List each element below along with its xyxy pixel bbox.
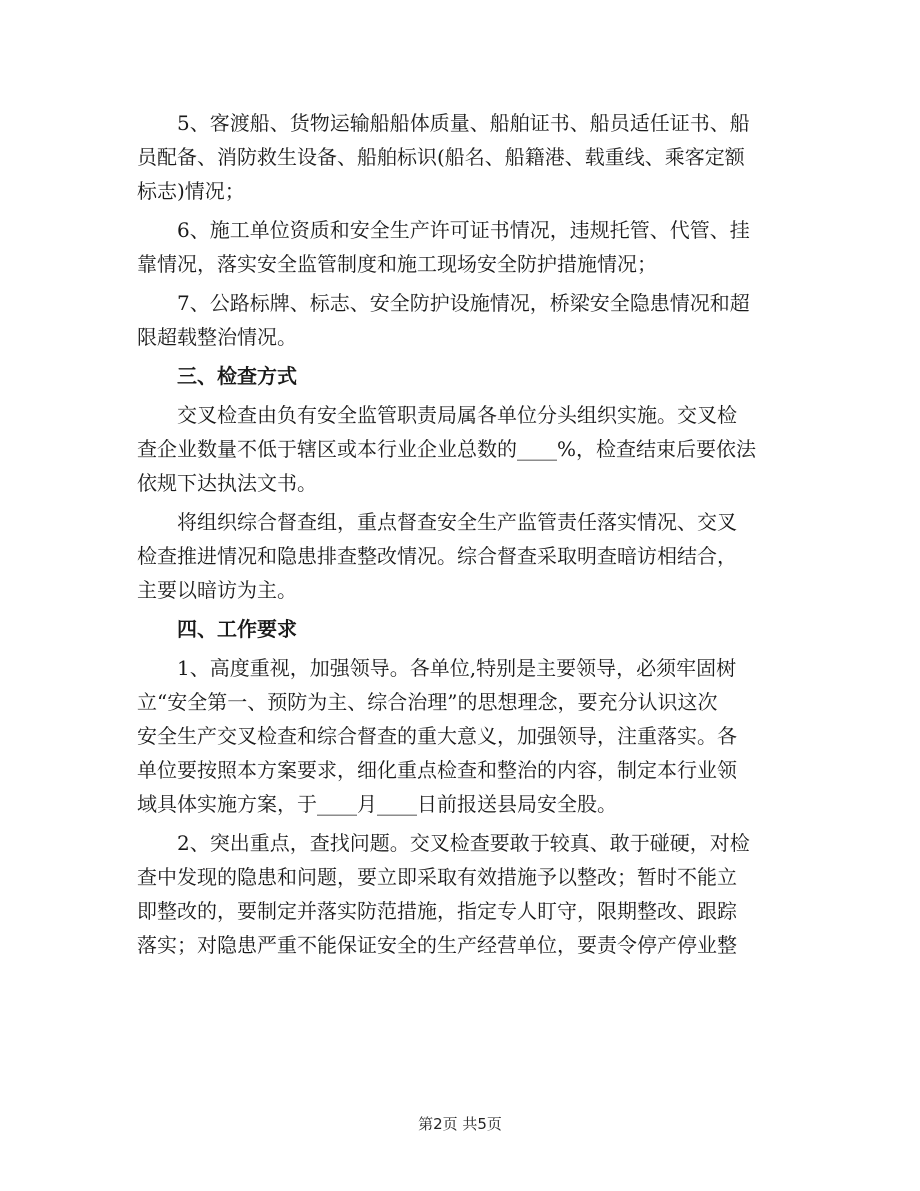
paragraph-line: 查中发现的隐患和问题，要立即采取有效措施予以整改；暂时不能立 [137,865,737,889]
section-heading [137,612,781,646]
section-heading [137,359,781,393]
page-footer: 第2页 共5页 [418,1115,502,1133]
paragraph-line: 靠情况，落实安全监管制度和施工现场安全防护措施情况； [137,252,657,276]
paragraph-line: 员配备、消防救生设备、船舶标识(船名、船籍港、载重线、乘客定额 [137,145,745,169]
paragraph-line: 主要以暗访为主。 [137,578,297,602]
paragraph-line: 安全生产交叉检查和综合督查的重大意义，加强领导，注重落实。各 [137,724,737,748]
paragraph [137,826,781,962]
paragraph-line: 标志)情况； [137,179,245,203]
paragraph-line: 落实；对隐患严重不能保证安全的生产经营单位，要责令停产停业整 [137,933,737,957]
paragraph-line: 检查推进情况和隐患排查整改情况。综合督查采取明查暗访相结合， [137,544,737,568]
document-body [137,106,781,962]
paragraph [137,651,781,821]
paragraph-line: 5、客渡船、货物运输船船体质量、船舶证书、船员适任证书、船 [177,111,750,135]
paragraph-line: 依规下达执法文书。 [137,471,317,495]
paragraph-line: 2、突出重点，查找问题。交叉检查要敢于较真、敢于碰硬，对检 [177,831,750,855]
paragraph-line: 域具体实施方案，于____月____日前报送县局安全股。 [137,792,617,816]
paragraph-line: 即整改的，要制定并落实防范措施，指定专人盯守，限期整改、跟踪 [137,899,737,923]
paragraph-line: 限超载整治情况。 [137,325,297,349]
paragraph-line: 将组织综合督查组，重点督查安全生产监管责任落实情况、交叉 [177,510,737,534]
paragraph-line: 6、施工单位资质和安全生产许可证书情况，违规托管、代管、挂 [177,218,750,242]
paragraph-line: 查企业数量不低于辖区或本行业企业总数的____%，检查结束后要依法 [137,437,757,461]
paragraph [137,286,781,354]
paragraph-line: 1、高度重视，加强领导。各单位,特别是主要领导，必须牢固树 [177,656,737,680]
paragraph [137,505,781,607]
paragraph-line: 立“安全第一、预防为主、综合治理”的思想理念，要充分认识这次 [137,690,718,714]
heading-text: 三、检查方式 [177,364,297,388]
heading-text: 四、工作要求 [177,617,297,641]
paragraph [137,213,781,281]
paragraph-line: 交叉检查由负有安全监管职责局属各单位分头组织实施。交叉检 [177,403,737,427]
paragraph-line: 单位要按照本方案要求，细化重点检查和整治的内容，制定本行业领 [137,758,737,782]
paragraph [137,398,781,500]
paragraph-line: 7、公路标牌、标志、安全防护设施情况，桥梁安全隐患情况和超 [177,291,750,315]
paragraph [137,106,781,208]
